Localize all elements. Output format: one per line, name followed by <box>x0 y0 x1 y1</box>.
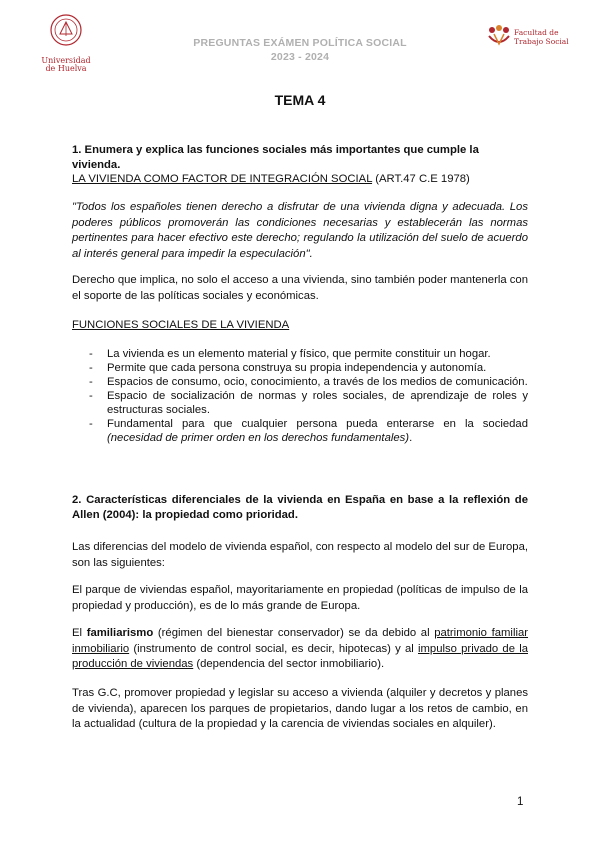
p3-e: (instrumento de control social, es decir, hipotecas) y al <box>129 642 419 655</box>
subheading-integration <box>72 172 528 188</box>
page-title: TEMA 4 <box>274 92 326 108</box>
subheading-functions: FUNCIONES SOCIALES DE LA VIVIENDA <box>72 319 290 331</box>
q1-paragraph: Derecho que implica, no solo el acceso a una vivienda, sino también poder mantenerla con el soporte de las políticas sociales y económicas. <box>72 274 528 302</box>
university-logo-text: Universidad de Huelva <box>41 56 91 73</box>
p3-c: (régimen del bienestar conservador) se da debido al <box>153 627 435 639</box>
list-item: - Permite que cada persona construya su propia independencia y autonomía. <box>72 361 528 375</box>
q2-paragraph-3 <box>72 626 528 673</box>
faculty-logo-text: Facultad de Trabajo Social <box>514 28 569 46</box>
functions-list <box>72 347 528 445</box>
header-year: 2023 - 2024 <box>270 51 330 63</box>
subheading-integration-text: LA VIVIENDA COMO FACTOR DE INTEGRACIÓN SOCIAL <box>72 173 373 185</box>
list-item-end: . <box>409 432 413 444</box>
impulso-term: impulso privado de la producción de viviendas <box>72 642 528 670</box>
q2-paragraph-4: Tras G.C, promover propiedad y legislar su acceso a vivienda (alquiler y decretos y planes de vivienda), aparecen los parques de propietarios, dando lugar a los retos de cambio, en la actualidad (cultura de la propiedad y la carencia de viviendas sociales en alquiler). <box>72 687 528 730</box>
university-logo <box>38 12 94 73</box>
faculty-people-icon <box>486 24 512 50</box>
q2-paragraph-2: El parque de viviendas español, mayoritariamente en propiedad (políticas de impulso de la propiedad y producción), es de lo más grande de Europa. <box>72 584 528 612</box>
list-item <box>72 417 528 445</box>
header-title: PREGUNTAS EXÁMEN POLÍTICA SOCIAL <box>193 37 407 49</box>
list-item: - La vivienda es un elemento material y físico, que permite constituir un hogar. <box>72 347 528 361</box>
constitution-quote: "Todos los españoles tienen derecho a disfrutar de una vivienda digna y adecuada. Los poderes públicos promoverán las condiciones necesarias y establecerán las normas pertinentes para hacer efectivo este derecho; regulando la utilización del suelo de acuerdo al interés general para impedir la especulación". <box>72 201 528 260</box>
list-item-text: Fundamental para que cualquier persona pueda enterarse en la sociedad <box>107 418 528 430</box>
familiarismo-term: familiarismo <box>86 627 154 639</box>
faculty-logo <box>486 22 576 54</box>
question-2-title: 2. Características diferenciales de la vivienda en España en base a la reflexión de Allen (2004): la propiedad como prioridad. <box>72 494 528 521</box>
question-1-title: 1. Enumera y explica las funciones sociales más importantes que cumple la vivienda. <box>72 144 479 171</box>
list-item: - Espacio de socialización de normas y roles sociales, de aprendizaje de roles y estructuras sociales. <box>72 389 528 417</box>
subheading-integration-ref: (ART.47 C.E 1978) <box>372 173 470 185</box>
university-seal-icon <box>38 12 94 52</box>
q2-paragraph-1: Las diferencias del modelo de vivienda español, con respecto al modelo del sur de Europa, son las siguientes: <box>72 541 528 569</box>
patrimonio-term: patrimonio familiar inmobiliario <box>72 627 529 655</box>
page-number: 1 <box>517 796 524 808</box>
list-item-italic: (necesidad de primer orden en los derechos fundamentales) <box>107 432 410 444</box>
list-item: - Espacios de consumo, ocio, conocimiento, a través de los medios de comunicación. <box>72 375 528 389</box>
p3-a: El <box>72 627 87 639</box>
p3-g: (dependencia del sector inmobiliario). <box>193 658 385 670</box>
